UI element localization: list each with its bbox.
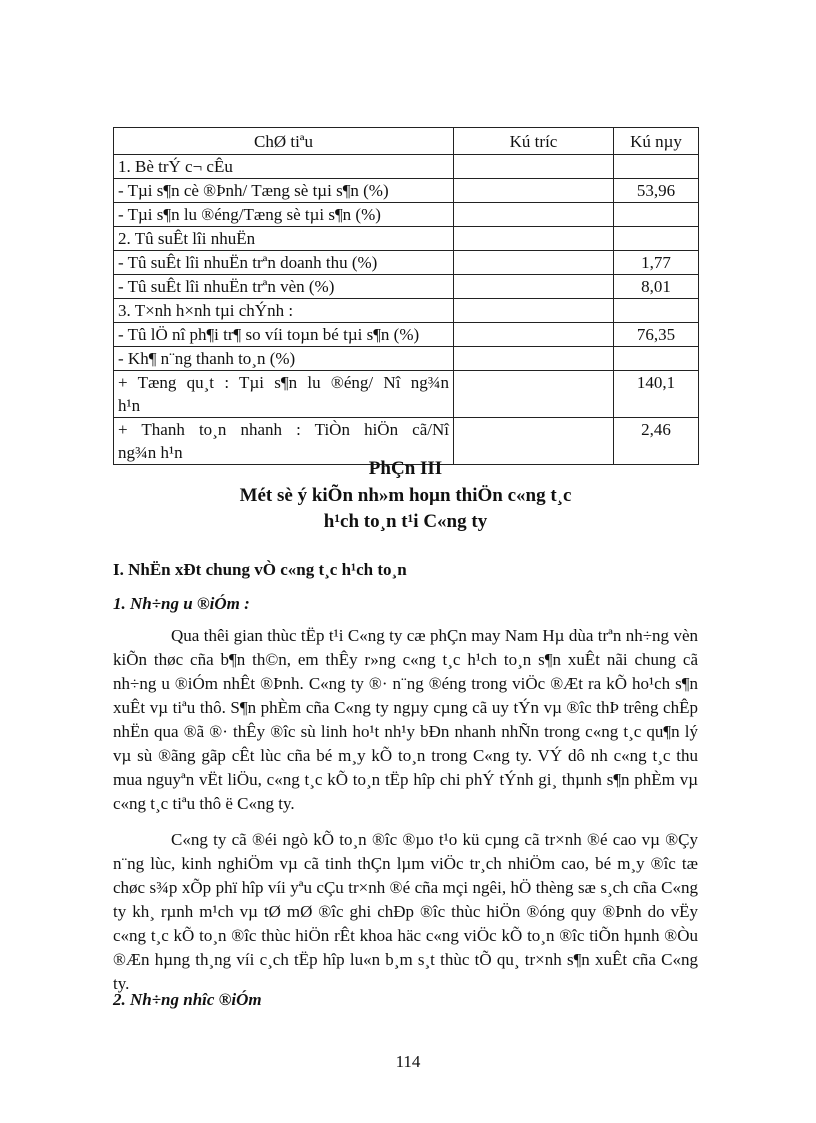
table-row	[114, 275, 699, 299]
header-indicator: ChØ tiªu	[114, 128, 454, 155]
table-row	[114, 251, 699, 275]
chapter-title-line-1: Mét sè ý kiÕn nh»m hoµn thiÖn c«ng t¸c	[239, 485, 572, 506]
subsection-heading-advantages: 1. Nh÷ng u ®iÓm :	[113, 594, 250, 613]
table-row	[114, 323, 699, 347]
table-row	[114, 347, 699, 371]
paragraph-advantages-2	[113, 828, 698, 996]
row-label: - Kh¶ n¨ng thanh to¸n (%)	[114, 347, 454, 371]
row-previous	[454, 179, 614, 203]
row-label: - Tµi s¶n lu ®éng/Tæng sè tµi s¶n (%)	[114, 203, 454, 227]
row-label-line: + Tæng qu¸t : Tµi s¶n lu ®éng/ Nî ng¾n	[118, 373, 449, 392]
row-label: - Tû lÖ nî ph¶i tr¶ so víi toµn bé tµi s¶n (%)	[114, 323, 454, 347]
row-current: 2,46	[614, 418, 699, 465]
section-heading: I. NhËn xÐt chung vÒ c«ng t¸c h¹ch to¸n	[113, 560, 407, 579]
chapter-title-line-2: h¹ch to¸n t¹i C«ng ty	[323, 511, 488, 532]
row-previous	[454, 155, 614, 179]
row-current: 76,35	[614, 323, 699, 347]
row-current: 8,01	[614, 275, 699, 299]
paragraph-text: Qua thêi gian thùc tËp t¹i C«ng ty cæ phÇn may Nam Hµ dùa trªn nh÷ng vèn kiÕn thøc cña b¶n th©n, em thÊy r»ng c«ng t¸c h¹ch to¸n s¶n xuÊt nãi chung cã nh÷ng u ®iÓm nhÊt ®Þnh. C«ng ty ®· n¨ng ®éng trong viÖc ®Æt ra kÕ ho¹ch s¶n xuÊt vµ tiªu thô. S¶n phÈm cña C«ng ty ngµy cµng cã uy tÝn vµ ®îc thÞ trêng chÊp nhËn qua ®ã ®· thÊy ®îc sù linh ho¹t nh¹y bÐn nhanh nhÑn trong c«ng t¸c qu¶n lý vµ sù ®ãng gãp cÊt lùc cña bé m¸y kÕ to¸n trong C«ng ty. VÝ dô nh c«ng t¸c thu mua nguyªn vËt liÖu, c«ng t¸c kÕ to¸n tËp hîp chi phÝ tÝnh gi¸ thµnh s¶n phÈm vµ c«ng t¸c tiªu thô ë C«ng ty.	[113, 626, 698, 813]
row-label: 3. T×nh h×nh tµi chÝnh :	[114, 299, 454, 323]
row-previous	[454, 251, 614, 275]
paragraph-text: C«ng ty cã ®éi ngò kÕ to¸n ®îc ®µo t¹o kü cµng cã tr×nh ®é cao vµ ®Çy n¨ng lùc, kinh nghiÖm vµ cã tinh thÇn lµm viÖc tr¸ch nhiÖm cao, bé m¸y ®îc tæ chøc s¾p xÕp phï hîp víi yªu cÇu tr×nh ®é cña mçi ngêi, hÖ thèng sæ s¸ch cña C«ng ty kh¸ rµnh m¹ch vµ tØ mØ ®îc ghi chÐp ®îc thùc hiÖn ®óng quy ®Þnh do vËy c«ng t¸c kÕ to¸n ®îc thùc hiÖn rÊt khoa häc c«ng viÖc kÕ to¸n ®îc tiÕn hµnh ®Òu ®Æn hµng th¸ng víi c¸ch tËp hîp lu«n b¸m s¸t thùc tÕ qu¸ tr×nh s¶n xuÊt cña C«ng ty.	[113, 830, 698, 993]
row-previous	[454, 371, 614, 418]
row-previous	[454, 203, 614, 227]
row-label: 1. Bè trÝ c¬ cÊu	[114, 155, 454, 179]
row-current	[614, 227, 699, 251]
row-label: - Tû suÊt lîi nhuËn trªn doanh thu (%)	[114, 251, 454, 275]
table-row	[114, 227, 699, 251]
page-number: 114	[395, 1052, 421, 1071]
header-previous-period: Kú tríc	[454, 128, 614, 155]
row-previous	[454, 299, 614, 323]
row-label-line: + Thanh to¸n nhanh : TiÒn hiÖn cã/Nî	[118, 420, 449, 439]
row-label: 2. Tû suÊt lîi nhuËn	[114, 227, 454, 251]
table-row	[114, 155, 699, 179]
row-previous	[454, 275, 614, 299]
row-current	[614, 155, 699, 179]
subsection-heading-disadvantages: 2. Nh÷ng nhîc ®iÓm	[113, 990, 262, 1009]
row-current	[614, 347, 699, 371]
row-previous	[454, 323, 614, 347]
table-row	[114, 179, 699, 203]
table-header-row	[114, 128, 699, 155]
indicators-table	[113, 127, 699, 465]
row-label	[114, 371, 454, 418]
row-current	[614, 299, 699, 323]
row-label-line: h¹n	[118, 396, 141, 415]
row-current: 140,1	[614, 371, 699, 418]
table-row	[114, 203, 699, 227]
row-previous	[454, 347, 614, 371]
row-label-line: ng¾n h¹n	[118, 443, 183, 462]
table-row	[114, 371, 699, 418]
row-previous	[454, 227, 614, 251]
row-current	[614, 203, 699, 227]
row-label: - Tµi s¶n cè ®Þnh/ Tæng sè tµi s¶n (%)	[114, 179, 454, 203]
row-current: 1,77	[614, 251, 699, 275]
paragraph-advantages-1	[113, 624, 698, 816]
row-label: - Tû suÊt lîi nhuËn trªn vèn (%)	[114, 275, 454, 299]
row-current: 53,96	[614, 179, 699, 203]
table-row	[114, 299, 699, 323]
part-heading: PhÇn III	[368, 458, 443, 479]
header-current-period: Kú nµy	[614, 128, 699, 155]
